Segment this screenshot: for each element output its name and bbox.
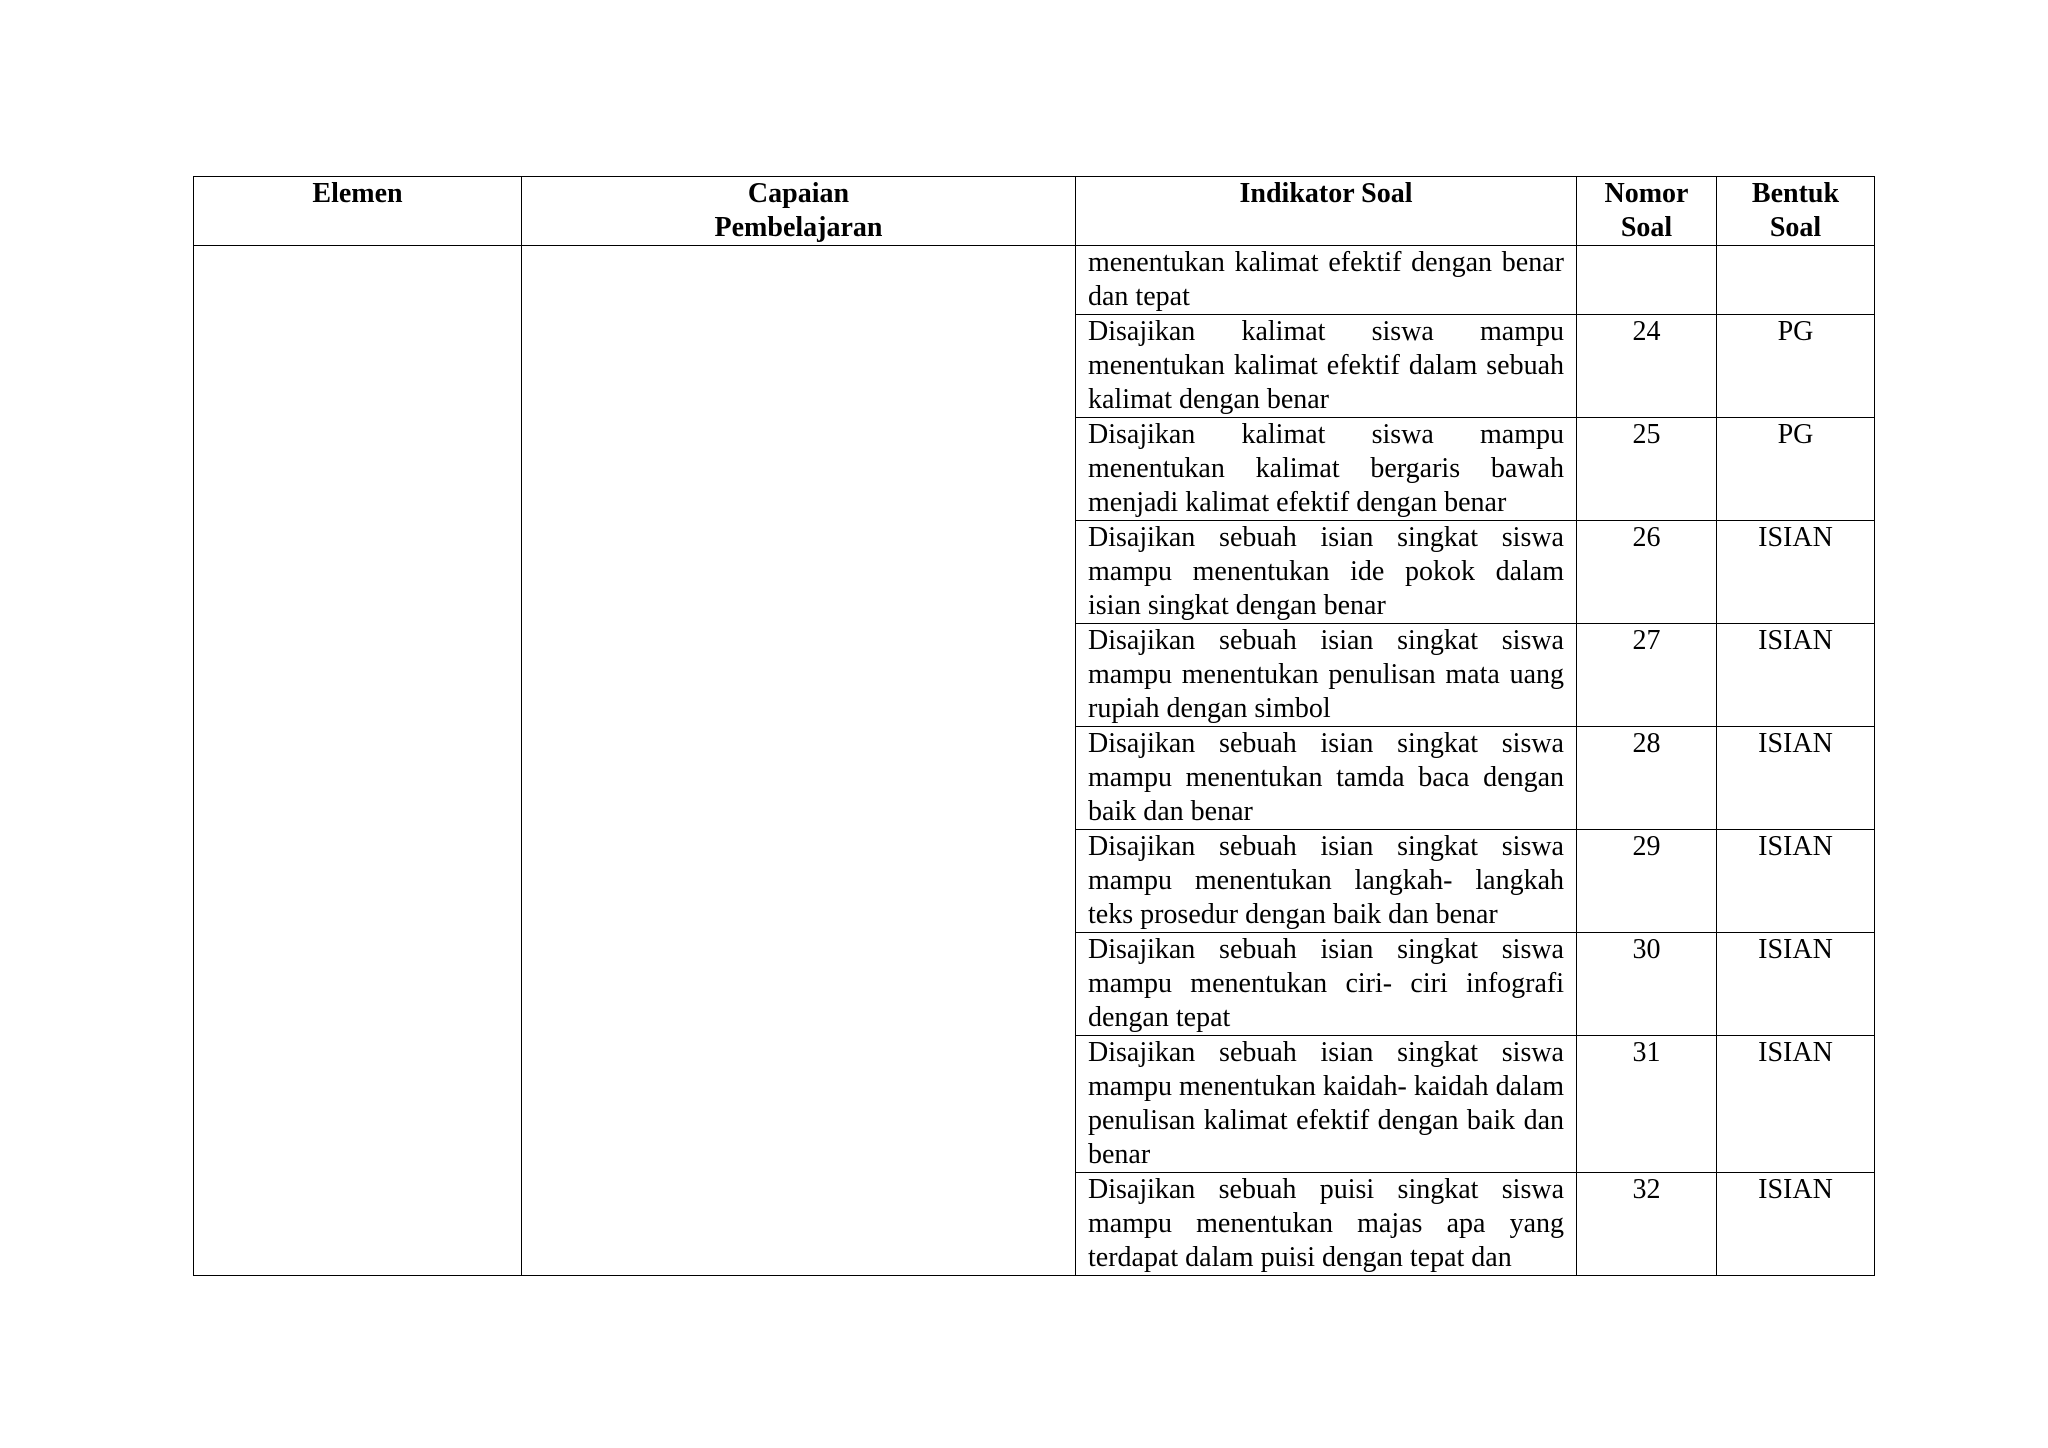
nomor-cell: 29 xyxy=(1577,830,1717,933)
nomor-cell: 25 xyxy=(1577,418,1717,521)
header-elemen xyxy=(194,177,522,246)
indikator-cell: Disajikan kalimat siswa mampu menentukan kalimat efektif dalam sebuah kalimat dengan benar xyxy=(1076,315,1577,418)
nomor-cell xyxy=(1577,246,1717,315)
bentuk-cell: ISIAN xyxy=(1717,830,1875,933)
indikator-cell: Disajikan sebuah puisi singkat siswa mampu menentukan majas apa yang terdapat dalam puisi dengan tepat dan xyxy=(1076,1173,1577,1276)
nomor-cell: 27 xyxy=(1577,624,1717,727)
nomor-cell: 30 xyxy=(1577,933,1717,1036)
nomor-cell: 26 xyxy=(1577,521,1717,624)
header-capaian-label-2: Pembelajaran xyxy=(714,212,883,243)
bentuk-cell: ISIAN xyxy=(1717,1173,1875,1276)
nomor-cell: 24 xyxy=(1577,315,1717,418)
header-nomor-label-1: Nomor xyxy=(1604,178,1689,209)
nomor-cell: 28 xyxy=(1577,727,1717,830)
indikator-cell: menentukan kalimat efektif dengan benar dan tepat xyxy=(1076,246,1577,315)
bentuk-cell: ISIAN xyxy=(1717,933,1875,1036)
header-indikator-label: Indikator Soal xyxy=(1239,178,1413,209)
header-bentuk-label-2: Soal xyxy=(1769,212,1822,243)
bentuk-cell: ISIAN xyxy=(1717,1036,1875,1173)
nomor-cell: 31 xyxy=(1577,1036,1717,1173)
bentuk-cell: ISIAN xyxy=(1717,727,1875,830)
nomor-cell: 32 xyxy=(1577,1173,1717,1276)
kisi-kisi-table xyxy=(193,176,1875,1276)
indikator-cell: Disajikan kalimat siswa mampu menentukan kalimat bergaris bawah menjadi kalimat efektif dengan benar xyxy=(1076,418,1577,521)
header-elemen-label: Elemen xyxy=(312,178,403,209)
bentuk-cell: PG xyxy=(1717,315,1875,418)
header-indikator-soal xyxy=(1076,177,1577,246)
header-capaian-label-1: Capaian xyxy=(747,178,850,209)
bentuk-cell: ISIAN xyxy=(1717,624,1875,727)
table-header-row xyxy=(194,177,1875,246)
bentuk-cell: PG xyxy=(1717,418,1875,521)
indikator-cell: Disajikan sebuah isian singkat siswa mampu menentukan ciri- ciri infografi dengan tepat xyxy=(1076,933,1577,1036)
header-capaian-pembelajaran xyxy=(522,177,1076,246)
indikator-cell: Disajikan sebuah isian singkat siswa mampu menentukan langkah- langkah teks prosedur dengan baik dan benar xyxy=(1076,830,1577,933)
capaian-pembelajaran-cell xyxy=(522,246,1076,1276)
bentuk-cell: ISIAN xyxy=(1717,521,1875,624)
elemen-cell xyxy=(194,246,522,1276)
indikator-cell: Disajikan sebuah isian singkat siswa mampu menentukan ide pokok dalam isian singkat dengan benar xyxy=(1076,521,1577,624)
indikator-cell: Disajikan sebuah isian singkat siswa mampu menentukan kaidah- kaidah dalam penulisan kalimat efektif dengan baik dan benar xyxy=(1076,1036,1577,1173)
header-nomor-label-2: Soal xyxy=(1620,212,1673,243)
header-bentuk-label-1: Bentuk xyxy=(1751,178,1840,209)
indikator-cell: Disajikan sebuah isian singkat siswa mampu menentukan tamda baca dengan baik dan benar xyxy=(1076,727,1577,830)
indikator-cell: Disajikan sebuah isian singkat siswa mampu menentukan penulisan mata uang rupiah dengan simbol xyxy=(1076,624,1577,727)
table-row xyxy=(194,246,1875,315)
bentuk-cell xyxy=(1717,246,1875,315)
header-bentuk-soal xyxy=(1717,177,1875,246)
header-nomor-soal xyxy=(1577,177,1717,246)
